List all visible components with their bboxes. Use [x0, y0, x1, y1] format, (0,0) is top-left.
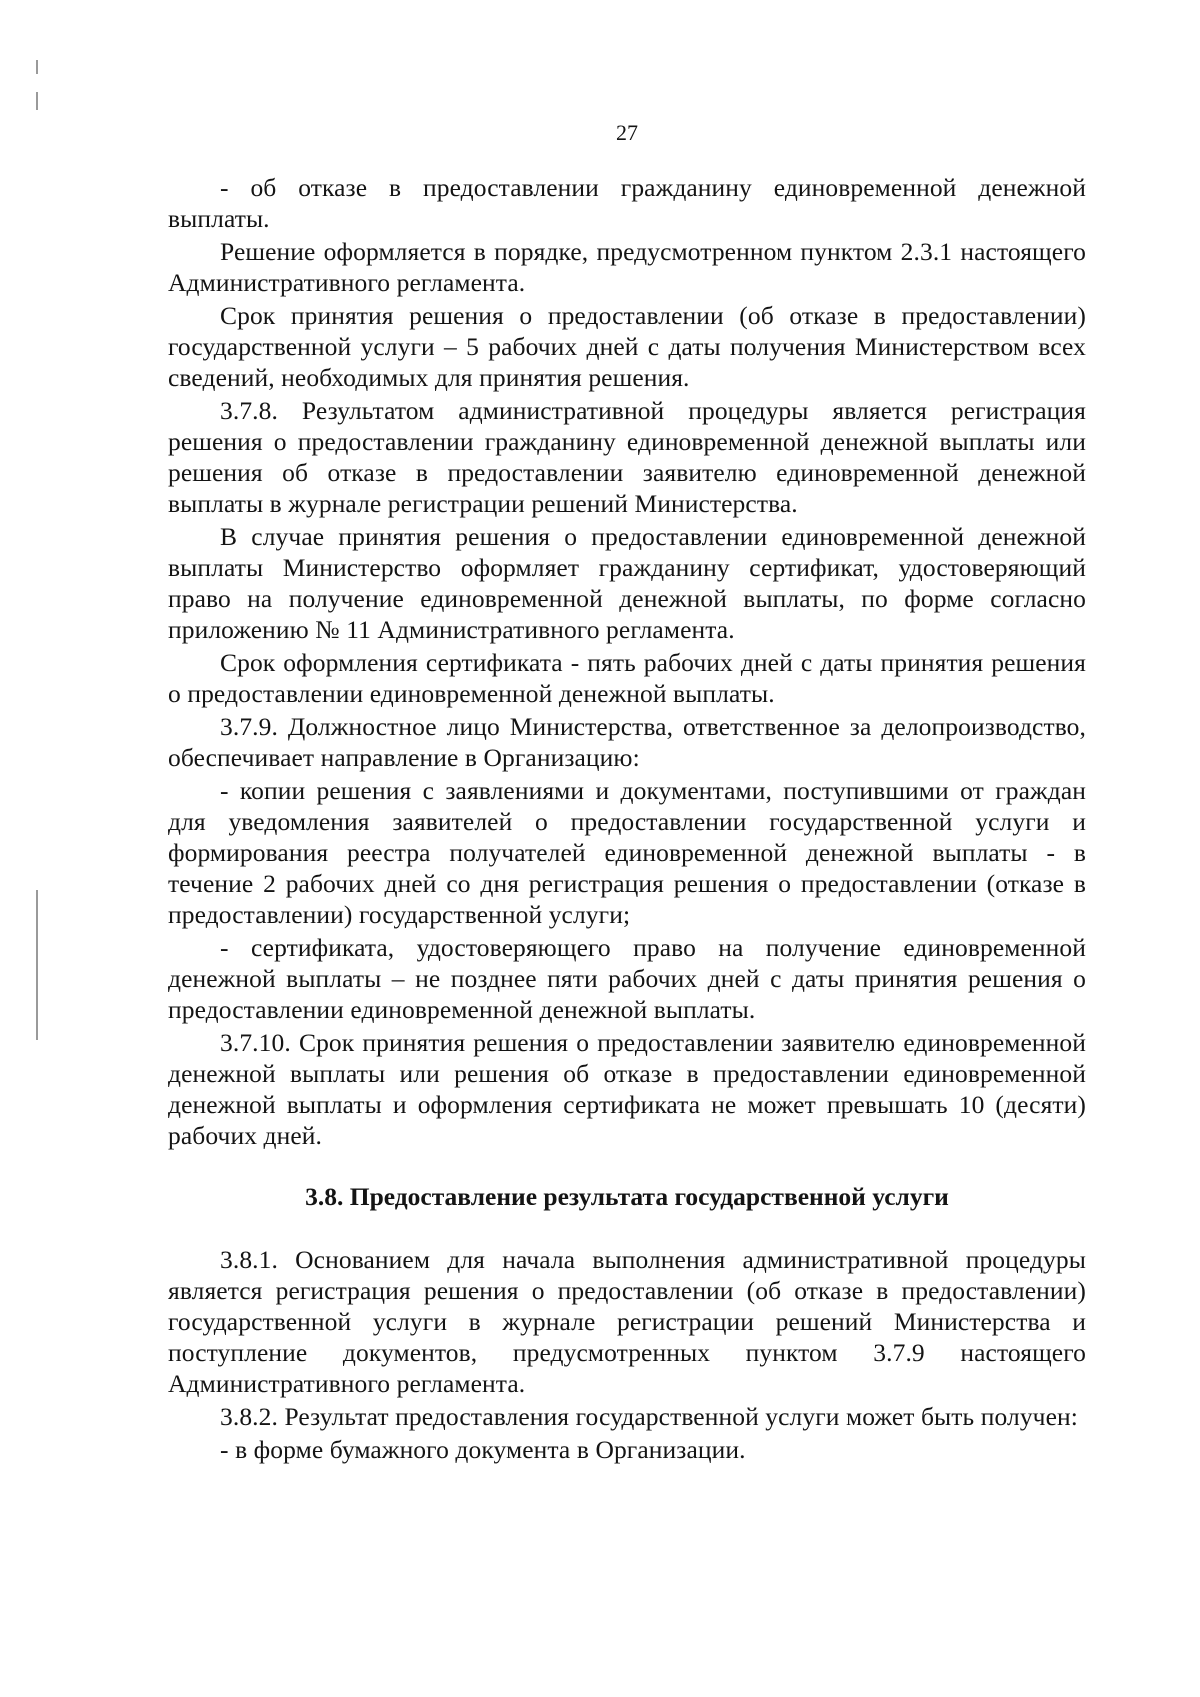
paragraph: - об отказе в предоставлении гражданину единовременной денежной выплаты. — [168, 173, 1086, 233]
paragraph: Срок принятия решения о предоставлении (об отказе в предоставлении) государственной услуги – 5 рабочих дней с даты получения Министерством всех сведений, необходимых для принятия решения. — [168, 301, 1086, 392]
paragraph: - сертификата, удостоверяющего право на получение единовременной денежной выплаты – не позднее пяти рабочих дней с даты принятия решения о предоставлении единовременной денежной выплаты. — [168, 933, 1086, 1024]
paragraph: Решение оформляется в порядке, предусмотренном пунктом 2.3.1 настоящего Административного регламента. — [168, 237, 1086, 297]
paragraph: - копии решения с заявлениями и документами, поступившими от граждан для уведомления заявителей о предоставлении государственной услуги и формирования реестра получателей единовременной денежной выплаты - в течение 2 рабочих дней со дня регистрация решения о предоставлении (отказе в предоставлении) государственной услуги; — [168, 776, 1086, 929]
document-page — [168, 118, 1086, 1465]
paragraph: Срок оформления сертификата - пять рабочих дней с даты принятия решения о предоставлении единовременной денежной выплаты. — [168, 648, 1086, 708]
paragraph: 3.7.9. Должностное лицо Министерства, ответственное за делопроизводство, обеспечивает направление в Организацию: — [168, 712, 1086, 772]
paragraph: В случае принятия решения о предоставлении единовременной денежной выплаты Министерство оформляет гражданину сертификат, удостоверяющий право на получение единовременной денежной выплаты, по форме согласно приложению № 11 Административного регламента. — [168, 522, 1086, 644]
paragraph: - в форме бумажного документа в Организации. — [220, 1435, 746, 1464]
paragraph: 3.8.1. Основанием для начала выполнения административной процедуры является регистрация решения о предоставлении (об отказе в предоставлении) государственной услуги в журнале регистрации решений Министерства и поступление документов, предусмотренных пунктом 3.7.9 настоящего Административного регламента. — [168, 1245, 1086, 1398]
scan-mark — [36, 92, 38, 110]
scan-mark — [36, 890, 38, 1040]
paragraph: 3.8.2. Результат предоставления государственной услуги может быть получен: — [220, 1402, 1078, 1431]
scan-mark — [36, 60, 38, 74]
section-heading: 3.8. Предоставление результата государственной услуги — [305, 1182, 949, 1211]
paragraph: 3.7.8. Результатом административной процедуры является регистрация решения о предоставлении гражданину единовременной денежной выплаты или решения об отказе в предоставлении заявителю единовременной денежной выплаты в журнале регистрации решений Министерства. — [168, 396, 1086, 518]
paragraph: 3.7.10. Срок принятия решения о предоставлении заявителю единовременной денежной выплаты или решения об отказе в предоставлении единовременной денежной выплаты и оформления сертификата не может превышать 10 (десяти) рабочих дней. — [168, 1028, 1086, 1150]
page-number: 27 — [616, 120, 638, 145]
